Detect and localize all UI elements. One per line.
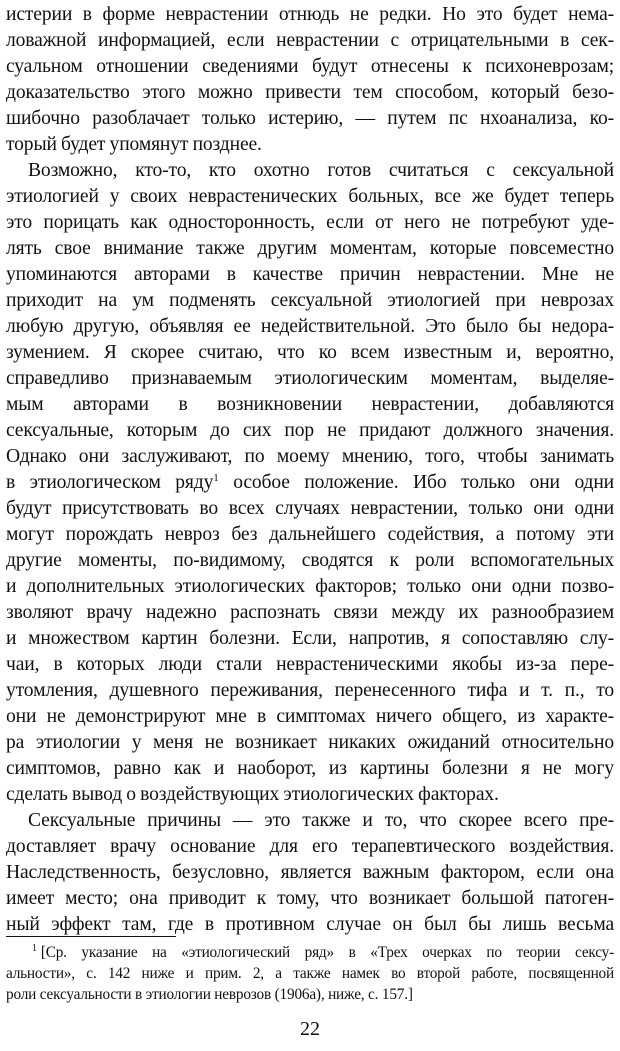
text-line: шибочно разоблачает только истерию, — путем пс нхоанализа, ко-: [6, 108, 614, 129]
footnote-line: альности», с. 142 ниже и прим. 2, а также намек во второй работе, посвященной: [6, 965, 614, 982]
text-line: могут порождать невроз без дальнейшего содействия, а потому эти: [6, 524, 614, 545]
text-line: суальном отношении сведениями будут отнесены к психоневрозам;: [6, 56, 614, 77]
text-line: это порицать как односторонность, если от него не потребуют уде-: [6, 212, 614, 233]
footnote-line: [32, 942, 614, 963]
text-line: сексуальные, которым до сих пор не придают должного значения.: [6, 420, 614, 441]
page-number: 22: [300, 1018, 320, 1040]
text-line: чаи, в которых люди стали неврастеническими якобы из-за пере-: [6, 654, 614, 675]
text-line: утомления, душевного переживания, перенесенного тифа и т. п., то: [6, 680, 614, 701]
text-line: лять свое внимание также другим моментам, которые повсеместно: [6, 238, 614, 259]
text-line: приходит на ум подменять сексуальной этиологией при неврозах: [6, 290, 614, 311]
text-line: этиологией у своих неврастенических больных, все же будет теперь: [6, 186, 614, 207]
text-line: будут присутствовать во всех случаях неврастении, только они одни: [6, 498, 614, 519]
text-line: мым авторами в возникновении неврастении, добавляются: [6, 394, 614, 415]
text-line: Возможно, кто-то, кто охотно готов считаться с сексуальной: [28, 160, 614, 181]
text-line: справедливо признаваемым этиологическим моментам, выделяе-: [6, 368, 614, 389]
text-line: Однако они заслуживают, по моему мнению, того, чтобы занимать: [6, 446, 614, 467]
text-line: торый будет упомянут позднее.: [6, 134, 262, 155]
footnote-marker: 1: [32, 943, 37, 954]
text-line: любую другую, объявляя ее недействительной. Это было бы недора-: [6, 316, 614, 337]
text-line: другие моменты, по-видимому, сводятся к роли вспомогательных: [6, 550, 614, 571]
text-line: Сексуальные причины — это также и то, что скорее всего пре-: [28, 810, 614, 831]
text-line: ный эффект там, где в противном случае он был бы лишь весьма: [6, 914, 614, 935]
text-line: зумением. Я скорее считаю, что ко всем известным и, вероятно,: [6, 342, 614, 363]
text-line: доказательство этого можно привести тем способом, который безо-: [6, 82, 614, 103]
text-line: доставляет врачу основание для его терапевтического воздействия.: [6, 836, 614, 857]
footnote-reference[interactable]: 1: [213, 472, 219, 484]
text-line: ловажной информацией, если неврастении с отрицательными в сек-: [6, 30, 614, 51]
text-line: Наследственность, безусловно, является важным фактором, если она: [6, 862, 614, 883]
text-segment: в этиологическом ряду: [6, 472, 214, 493]
text-line: истерии в форме неврастении отнюдь не редки. Но это будет нема-: [6, 4, 614, 25]
text-line: сделать вывод о воздействующих этиологических факторах.: [6, 784, 499, 805]
text-line: симптомов, равно как и наоборот, из картины болезни я не могу: [6, 758, 614, 779]
footnote-line: роли сексуальности в этиологии неврозов (1906а), ниже, с. 157.]: [6, 986, 413, 1003]
text-line: они не демонстрируют мне в симптомах ничего общего, из характе-: [6, 706, 614, 727]
text-line: и множеством картин болезни. Если, напротив, я сопоставляю слу-: [6, 628, 614, 649]
text-segment: особое положение. Ибо только они одни: [233, 472, 615, 493]
footnote-divider: [6, 936, 176, 937]
text-line-with-footnote-ref: [6, 470, 614, 496]
text-line: ра этиологии у меня не возникает никаких ожиданий относительно: [6, 732, 614, 753]
text-line: и дополнительных этиологических факторов; только они одни позво-: [6, 576, 614, 597]
text-line: имеет место; она приводит к тому, что возникает большой патоген-: [6, 888, 614, 909]
text-line: зволяют врачу надежно распознать связи между их разнообразием: [6, 602, 614, 623]
text-line: упоминаются авторами в качестве причин неврастении. Мне не: [6, 264, 614, 285]
footnote-text: [Ср. указание на «этиологический ряд» в «Трех очерках по теории сексу-: [40, 944, 614, 961]
